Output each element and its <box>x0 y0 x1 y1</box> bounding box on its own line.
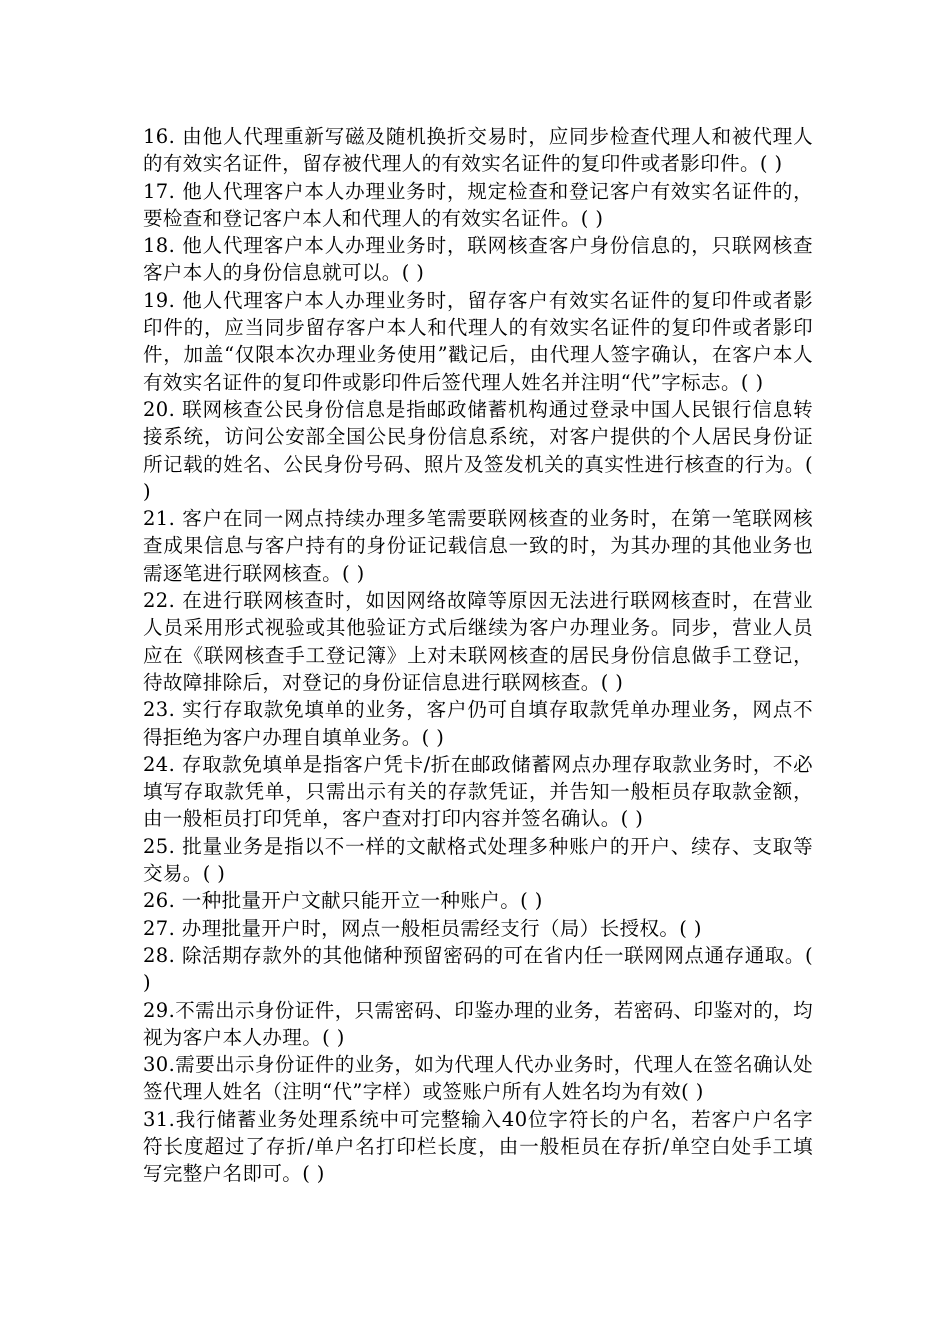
document-page <box>143 123 813 1188</box>
question-25: 25. 批量业务是指以不一样的文献格式处理多种账户的开户、续存、支取等交易。( ) <box>143 834 813 886</box>
question-19: 19. 他人代理客户本人办理业务时，留存客户有效实名证件的复印件或者影印件的，应当同步留存客户本人和代理人的有效实名证件的复印件或者影印件，加盖“仅限本次办理业务使用”戳记后，由代理人签字确认，在客户本人有效实名证件的复印件或影印件后签代理人姓名并注明“代”字标志。( ) <box>143 288 813 394</box>
question-26: 26. 一种批量开户文献只能开立一种账户。( ) <box>143 889 543 913</box>
question-31: 31.我行储蓄业务处理系统中可完整输入40位字符长的户名，若客户户名字符长度超过了存折/单户名打印栏长度，由一般柜员在存折/单空白处手工填写完整户名即可。( ) <box>143 1107 813 1186</box>
question-21: 21. 客户在同一网点持续办理多笔需要联网核查的业务时，在第一笔联网核查成果信息与客户持有的身份证记载信息一致的时，为其办理的其他业务也需逐笔进行联网核查。( ) <box>143 507 813 585</box>
question-28: 28. 除活期存款外的其他储种预留密码的可在省内任一联网网点通存通取。( ) <box>143 943 813 995</box>
question-27: 27. 办理批量开户时，网点一般柜员需经支行（局）长授权。( ) <box>143 916 702 940</box>
question-23: 23. 实行存取款免填单的业务，客户仍可自填存取款凭单办理业务，网点不得拒绝为客户办理自填单业务。( ) <box>143 698 813 749</box>
question-24: 24. 存取款免填单是指客户凭卡/折在邮政储蓄网点办理存取款业务时，不必填写存取款凭单，只需出示有关的存款凭证，并告知一般柜员存取款金额，由一般柜员打印凭单，客户查对打印内容并签名确认。( ) <box>143 752 813 831</box>
question-16: 16. 由他人代理重新写磁及随机换折交易时，应同步检查代理人和被代理人的有效实名证件，留存被代理人的有效实名证件的复印件或者影印件。( ) <box>143 125 813 176</box>
question-17: 17. 他人代理客户本人办理业务时，规定检查和登记客户有效实名证件的，要检查和登记客户本人和代理人的有效实名证件。( ) <box>143 179 813 230</box>
question-22: 22. 在进行联网核查时，如因网络故障等原因无法进行联网核查时，在营业人员采用形式视验或其他验证方式后继续为客户办理业务。同步，营业人员应在《联网核查手工登记簿》上对未联网核查的居民身份信息做手工登记，待故障排除后，对登记的身份证信息进行联网核查。( ) <box>143 589 813 694</box>
question-29: 29.不需出示身份证件，只需密码、印鉴办理的业务，若密码、印鉴对的，均视为客户本人办理。( ) <box>143 998 813 1049</box>
question-20: 20. 联网核查公民身份信息是指邮政储蓄机构通过登录中国人民银行信息转接系统，访问公安部全国公民身份信息系统，对客户提供的个人居民身份证所记载的姓名、公民身份号码、照片及签发机关的真实性进行核查的行为。( ) <box>143 397 813 503</box>
question-30: 30.需要出示身份证件的业务，如为代理人代办业务时，代理人在签名确认处签代理人姓名（注明“代”字样）或签账户所有人姓名均为有效( ) <box>143 1053 813 1104</box>
question-18: 18. 他人代理客户本人办理业务时，联网核查客户身份信息的，只联网核查客户本人的身份信息就可以。( ) <box>143 234 813 285</box>
